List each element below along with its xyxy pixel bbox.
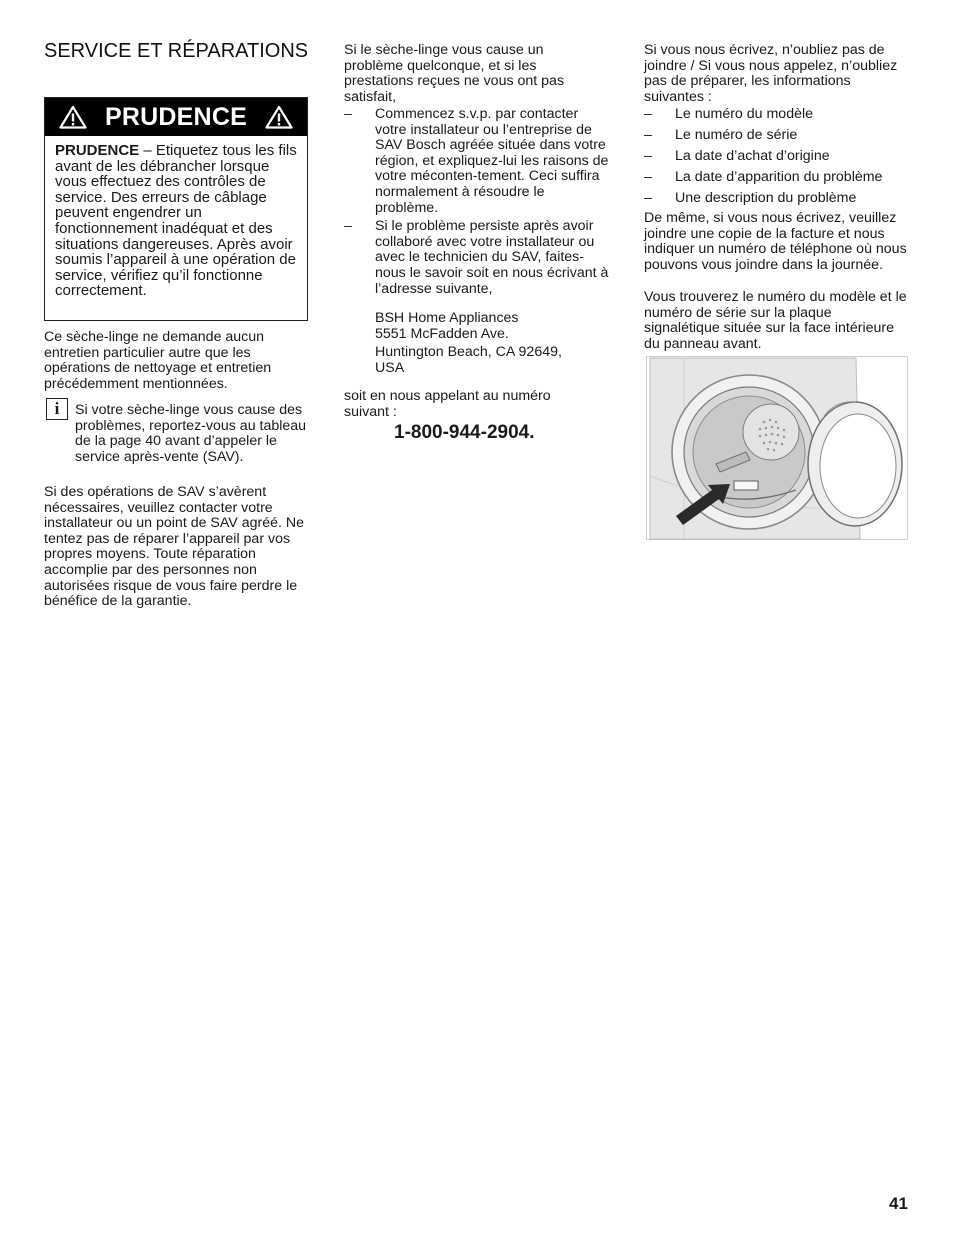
service-paragraph: Si des opérations de SAV s’avèrent nécessaires, veuillez contacter votre installateur ou un point de SAV agréé. Ne tentez pas de réparer l’appareil par vos propres moyens. Toute réparation accomplie par des personnes non autorisées risque de vous faire perdre le bénéfice de la garantie.	[44, 484, 305, 610]
complaint-steps-list	[344, 107, 609, 300]
dryer-rating-plate-illustration	[646, 356, 908, 540]
info-note-text: Si votre sèche-linge vous cause des problèmes, reportez-vous au tableau de la page 40 avant d’appeler le service après-vente (SAV).	[75, 402, 307, 465]
phone-number: 1-800-944-2904.	[394, 422, 535, 443]
caution-body: – Etiquetez tous les fils avant de les débrancher lorsque vous effectuez des contrôles de service. Des erreurs de câblage peuvent engendrer un fonctionnement inadéquat et des situations dangereuses. Après avoir soumis l’appareil à une opération de service, vérifiez qu’il fonctionne correctement.	[55, 142, 297, 300]
caution-lead: PRUDENCE	[55, 142, 140, 159]
list-item: – Commencez s.v.p. par contacter votre installateur ou l’entreprise de SAV Bosch agréée située dans votre région, et expliquez-lui les raisons de votre méconten-tement. Ceci suffira normalement à résoudre le problème.	[344, 107, 609, 216]
section-title: SERVICE ET RÉPARATIONS	[44, 40, 309, 62]
page-number: 41	[889, 1194, 908, 1213]
caution-text	[45, 136, 307, 299]
list-item: – Si le problème persiste après avoir collaboré avec votre installateur ou avec le technicien du SAV, faites-nous le savoir soit en nous écrivant à l’adresse suivante,	[344, 219, 609, 297]
warning-triangle-icon	[265, 105, 293, 129]
warning-triangle-icon	[59, 105, 87, 129]
maintenance-paragraph: Ce sèche-linge ne demande aucun entretien particulier autre que les opérations de nettoyage et entretien précédemment mentionnées.	[44, 329, 272, 392]
list-item: – Une description du problème	[644, 191, 910, 207]
list-item: – Le numéro de série	[644, 128, 910, 144]
rating-plate-paragraph: Vous trouverez le numéro du modèle et le numéro de série sur la plaque signalétique située sur la face intérieure du panneau avant.	[644, 289, 907, 352]
address-line: USA	[375, 359, 405, 376]
required-info-list	[644, 107, 910, 211]
address-line: BSH Home Appliances	[375, 310, 519, 326]
caution-header	[45, 98, 307, 136]
invoice-paragraph: De même, si vous nous écrivez, veuillez joindre une copie de la facture et nous indiquer un numéro de téléphone où nous pouvons vous joindre dans la journée.	[644, 210, 907, 273]
caution-label: PRUDENCE	[105, 102, 247, 131]
info-icon: i	[46, 398, 68, 420]
contact-intro: Si vous nous écrivez, n’oubliez pas de joindre / Si vous nous appelez, n’oubliez pas de préparer, les informations suivantes :	[644, 42, 898, 105]
caution-box	[44, 97, 308, 321]
address-line: Huntington Beach, CA 92649,	[375, 344, 562, 361]
postal-address	[375, 311, 610, 376]
list-item: – La date d’apparition du problème	[644, 170, 910, 186]
dryer-door-drawing	[646, 356, 908, 540]
list-item: – Le numéro du modèle	[644, 107, 910, 123]
list-item: – La date d’achat d’origine	[644, 149, 910, 165]
call-text: soit en nous appelant au numéro suivant :	[344, 388, 551, 420]
address-line: 5551 McFadden Ave.	[375, 325, 509, 342]
complaint-intro: Si le sèche-linge vous cause un problème quelconque, et si les prestations reçues ne vous ont pas satisfait,	[344, 42, 565, 105]
